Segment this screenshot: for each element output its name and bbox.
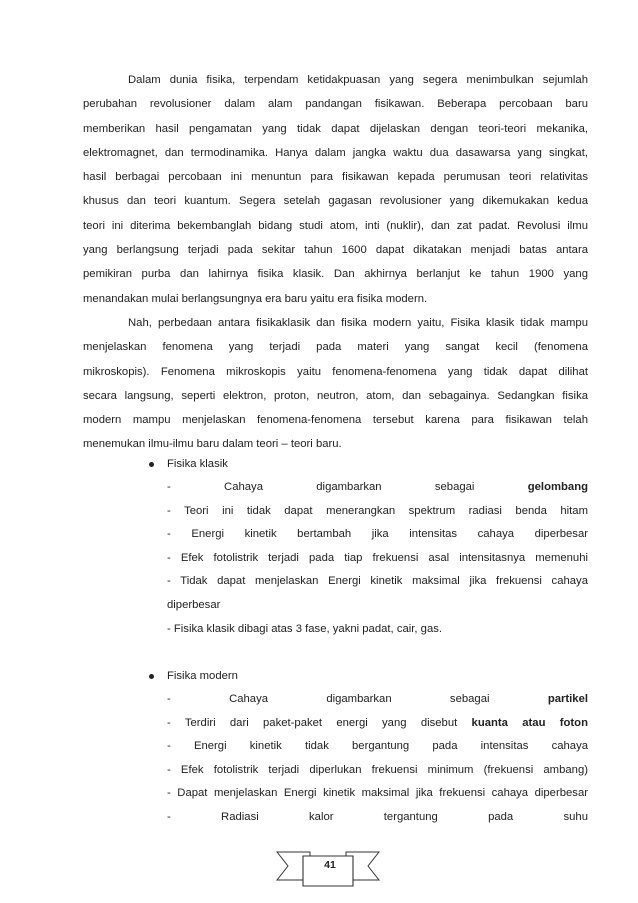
paragraph-line: modern mampu menjelaskan fenomena-fenomena tersebut karena para fisikawan telah xyxy=(83,414,588,427)
paragraph-line: Nah, perbedaan antara fisikaklasik dan fisika modern yaitu, Fisika klasik tidak mampu xyxy=(128,316,588,329)
paragraph-line: menemukan ilmu-ilmu baru dalam teori – teori baru. xyxy=(83,438,342,451)
list-line: - Energi kinetik tidak bergantung pada intensitas cahaya xyxy=(167,740,588,753)
paragraph-line: secara langsung, seperti elektron, proton, neutron, atom, dan sebagainya. Sedangkan fisika xyxy=(83,389,588,402)
list-line xyxy=(167,476,588,500)
list-line-text: - Terdiri dari paket-paket energi yang disebut xyxy=(167,716,458,729)
list-line-bold: kuanta atau foton xyxy=(471,716,588,729)
paragraph-line: pemikiran purba dan lahirnya fisika klasik. Dan akhirnya berlanjut ke tahun 1900 yang xyxy=(83,268,588,281)
list-line: - Energi kinetik bertambah jika intensitas cahaya diperbesar xyxy=(167,528,588,541)
bullet-heading xyxy=(146,453,588,476)
list-line: - Efek fotolistrik terjadi diperlukan frekuensi minimum (frekuensi ambang) xyxy=(167,763,588,776)
bullet-title: Fisika klasik xyxy=(167,458,228,470)
bullet-fisika-modern xyxy=(146,665,588,830)
list-line xyxy=(167,688,588,712)
list-line-bold: gelombang xyxy=(527,481,588,493)
paragraph-line: hasil berbagai percobaan ini menuntun para fisikawan kepada perumusan teori relativitas xyxy=(83,171,588,184)
paragraph-line: perubahan revolusioner dalam alam pandangan fisikawan. Beberapa percobaan baru xyxy=(83,98,588,111)
list-line: - Tidak dapat menjelaskan Energi kinetik maksimal jika frekuensi cahaya xyxy=(167,575,588,588)
list-line xyxy=(167,712,588,736)
list-line-text: - Cahaya digambarkan sebagai xyxy=(167,693,490,705)
paragraph-2 xyxy=(83,311,588,457)
bullet-title: Fisika modern xyxy=(167,670,238,682)
paragraph-line: Dalam dunia fisika, terpendam ketidakpuasan yang segera menimbulkan sejumlah xyxy=(128,74,588,86)
paragraph-line: yang berlangsung terjadi pada sekitar tahun 1600 dapat dikatakan menjadi batas antara xyxy=(83,244,588,257)
page-number: 41 xyxy=(324,859,336,871)
paragraph-line: elektromagnet, dan termodinamika. Hanya dalam jangka waktu dua dasawarsa yang singkat, xyxy=(83,146,588,159)
bullet-sublist xyxy=(146,688,588,830)
paragraph-line: menandakan mulai berlangsungnya era baru yaitu era fisika modern. xyxy=(83,292,428,305)
list-line: - Teori ini tidak dapat menerangkan spektrum radiasi benda hitam xyxy=(167,504,588,517)
bullet-dot-icon xyxy=(149,674,154,679)
paragraph-1 xyxy=(83,68,588,311)
paragraph-line: mikroskopis). Fenomena mikroskopis yaitu fenomena-fenomena yang tidak dapat dilihat xyxy=(83,365,588,378)
bullet-fisika-klasik xyxy=(146,453,588,641)
list-line: - Dapat menjelaskan Energi kinetik maksimal jika frekuensi cahaya diperbesar xyxy=(167,787,588,800)
paragraph-line: memberikan hasil pengamatan yang tidak dapat dijelaskan dengan teori-teori mekanika, xyxy=(83,122,588,135)
bullet-dot-icon xyxy=(149,462,154,467)
paragraph-line: teori ini diterima bekembanglah bidang studi atom, inti (nuklir), dan zat padat. Revolusi ilmu xyxy=(83,219,588,232)
paragraph-line: menjelaskan fenomena yang terjadi pada materi yang sangat kecil (fenomena xyxy=(83,341,588,354)
list-line-text: - Cahaya digambarkan sebagai xyxy=(167,481,475,493)
list-line: - Fisika klasik dibagi atas 3 fase, yakni padat, cair, gas. xyxy=(167,622,443,635)
body-text xyxy=(83,68,588,457)
bullet-heading xyxy=(146,665,588,688)
list-line-bold: partikel xyxy=(547,693,588,705)
bullet-sublist xyxy=(146,476,588,641)
list-line: - Radiasi kalor tergantung pada suhu xyxy=(167,810,588,823)
paragraph-line: khusus dan teori kuantum. Segera setelah gagasan revolusioner yang dikemukakan kedua xyxy=(83,195,588,208)
list-line: diperbesar xyxy=(167,598,221,611)
list-line: - Efek fotolistrik terjadi pada tiap frekuensi asal intensitasnya memenuhi xyxy=(167,551,588,564)
